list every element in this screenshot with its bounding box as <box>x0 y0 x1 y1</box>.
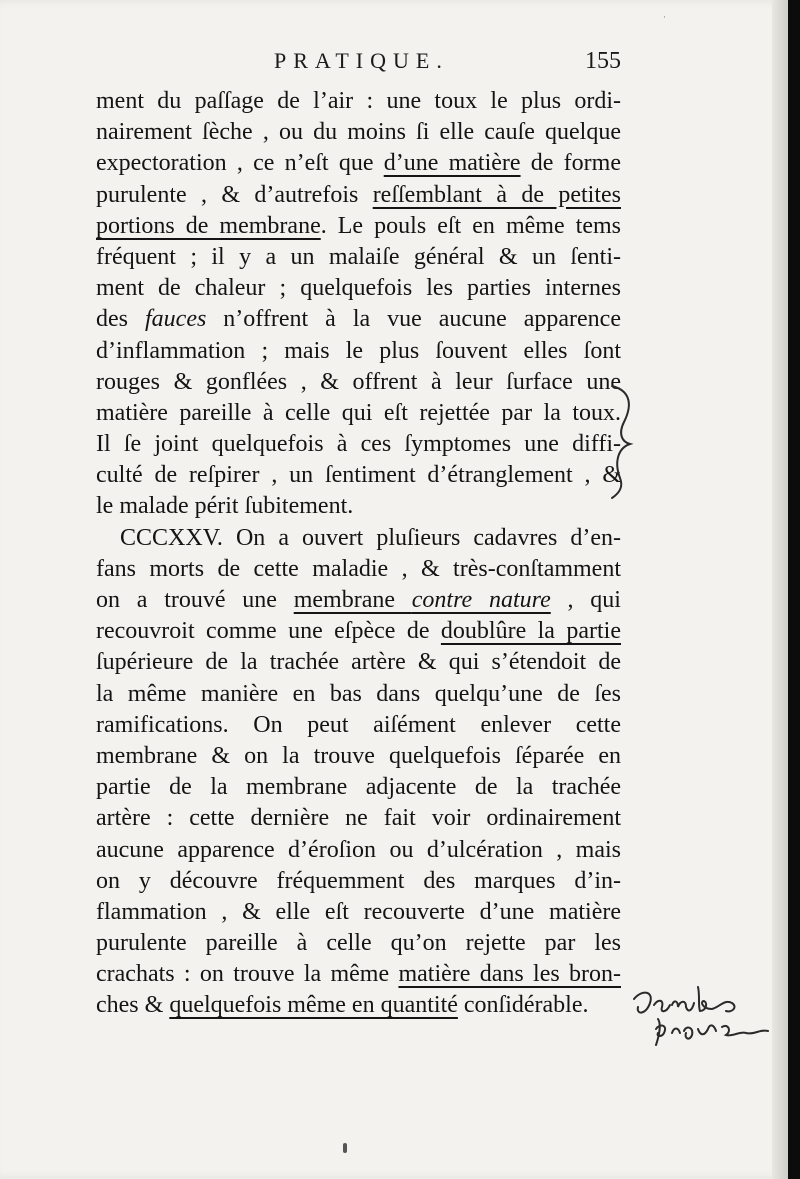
text-line: membrane & on la trouve quelquefois ſéparée en <box>96 742 621 769</box>
text-line: partie de la membrane adjacente de la trachée <box>96 774 621 801</box>
text-span: des <box>96 306 145 333</box>
text-line: flammation , & elle eſt recouverte d’une matière <box>96 898 621 925</box>
section-start-line: CCCXXV. On a ouvert pluſieurs cadavres d’en- <box>120 524 621 551</box>
page-number: 155 <box>585 48 621 74</box>
text-span: membrane <box>293 587 412 613</box>
text-line: culté de reſpirer , un ſentiment d’étranglement , & <box>96 462 621 489</box>
text-span: , qui <box>550 587 621 613</box>
text-line: ment de chaleur ; quelquefois les parties internes <box>96 275 621 302</box>
text-line: Il ſe joint quelquefois à ces ſymptomes une diffi- <box>96 431 621 458</box>
text-span: conſidérable. <box>457 992 589 1019</box>
underlined-span: doublûre la partie <box>440 618 621 645</box>
text-line: ramifications. On peut aiſément enlever cette <box>96 711 621 738</box>
text-line <box>96 180 621 211</box>
text-line: artère : cette dernière ne fait voir ordinairement <box>96 805 621 832</box>
text-span: de forme <box>520 150 621 177</box>
italic-span: fauces <box>145 306 207 333</box>
text-line <box>96 585 621 616</box>
body-text <box>96 86 621 1022</box>
text-line <box>96 990 621 1021</box>
text-span: n’offrent à la vue aucune apparence <box>206 306 621 333</box>
text-span: ches & <box>96 992 170 1019</box>
text-line <box>96 211 621 242</box>
underlined-span <box>294 587 551 613</box>
text-line: purulente pareille à celle qu’on rejette par les <box>96 930 621 957</box>
text-line <box>96 148 621 179</box>
text-line: ſupérieure de la trachée artère & qui s’étendoit de <box>96 649 621 676</box>
text-line: aucune apparence d’éroſion ou d’ulcération , mais <box>96 836 621 863</box>
text-line <box>96 959 621 990</box>
handwritten-margin-note <box>628 985 778 1055</box>
text-line: ment du paſſage de l’air : une toux le plus ordi- <box>96 88 621 114</box>
text-line: fréquent ; il y a un malaiſe général & un ſenti- <box>96 243 621 270</box>
running-head: PRATIQUE. <box>274 48 449 73</box>
text-line: nairement ſèche , ou du moins ſi elle cauſe quelque <box>96 119 621 146</box>
underlined-span: quelquefois même en quantité <box>169 992 458 1019</box>
underlined-span: portions de membrane <box>96 212 321 239</box>
text-line <box>96 616 621 647</box>
italic-span: contre nature <box>411 587 551 613</box>
text-line: fans morts de cette maladie , & très-conſtamment <box>96 555 621 582</box>
text-line: matière pareille à celle qui eſt rejettée par la toux. <box>96 399 621 426</box>
text-span: . Le pouls eſt en même tems <box>320 212 621 239</box>
text-line <box>96 304 621 335</box>
text-span: expectoration , ce n’eſt que <box>96 150 384 177</box>
text-line: d’inflammation ; mais le plus ſouvent elles ſont <box>96 337 621 364</box>
text-span: on a trouvé une <box>96 587 294 613</box>
ink-speck <box>343 1143 347 1153</box>
text-line: le malade périt ſubitement. <box>96 493 354 520</box>
text-line: la même manière en bas dans quelqu’une de ſes <box>96 680 621 707</box>
text-line: on y découvre fréquemment des marques d’in- <box>96 867 621 894</box>
text-span: recouvroit comme une eſpèce de <box>96 618 441 645</box>
page-speck: ˙ <box>662 16 667 27</box>
text-line: rouges & gonflées , & offrent à leur ſurface une <box>96 368 621 395</box>
text-span: purulente , & d’autrefois <box>96 181 373 208</box>
page-header <box>96 48 621 84</box>
text-span: crachats : on trouve la même <box>96 961 399 988</box>
underlined-span: reſſemblant à de petites <box>372 181 621 208</box>
underlined-span: d’une matière <box>383 150 521 177</box>
underlined-span: matière dans les bron- <box>398 961 621 988</box>
